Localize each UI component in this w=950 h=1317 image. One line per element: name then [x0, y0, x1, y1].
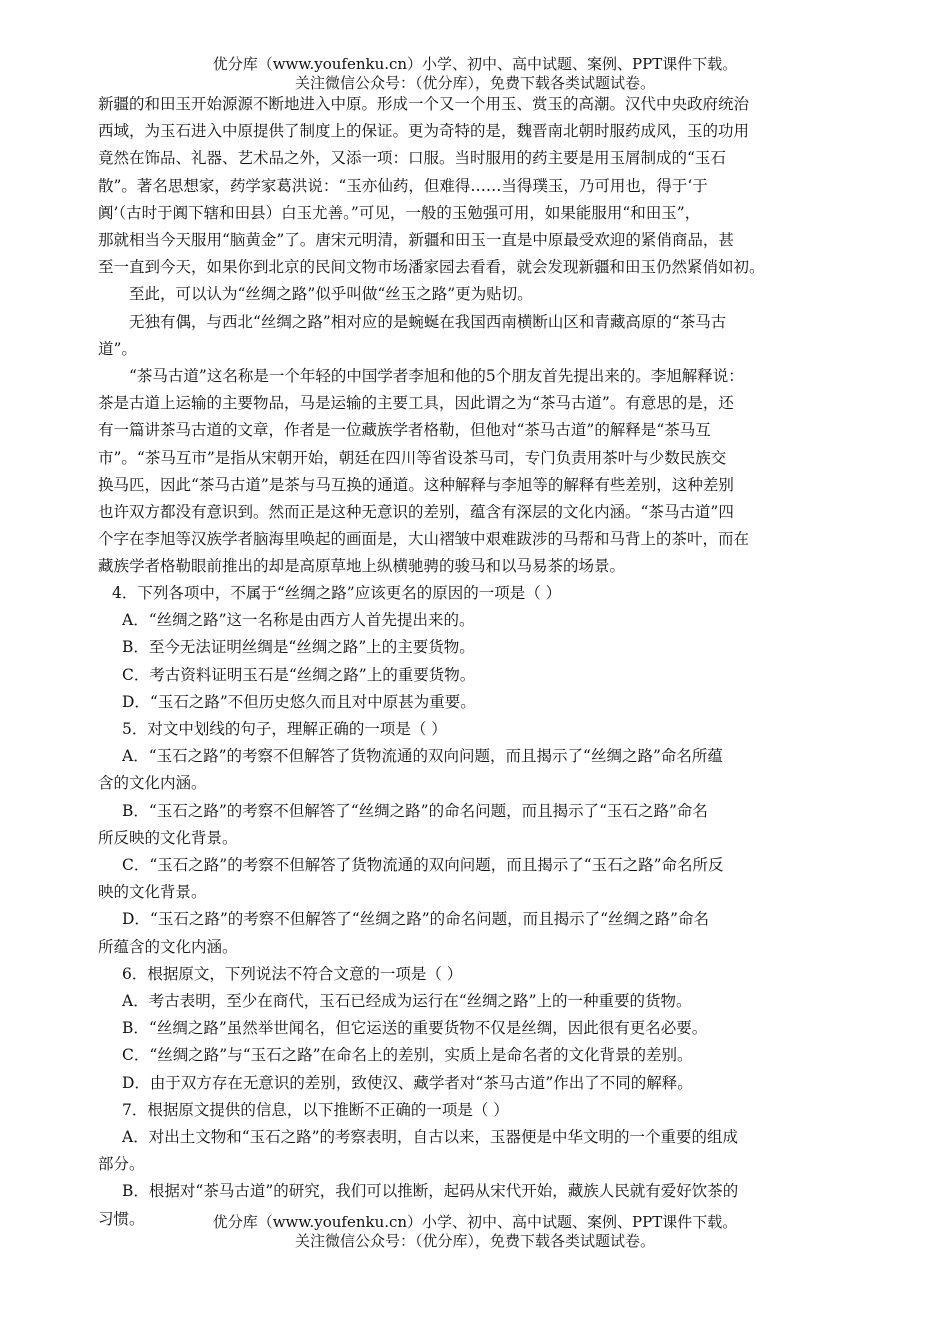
- answer-option: D．由于双方存在无意识的差别，致使汉、藏学者对“茶马古道”作出了不同的解释。: [122, 1073, 693, 1092]
- paragraph-line: 至一直到今天，如果你到北京的民间文物市场潘家园去看看，就会发现新疆和田玉仍然紧俏如初。: [98, 258, 765, 277]
- paragraph-line: 藏族学者格勒眼前推出的却是高原草地上纵横驰骋的骏马和以马易茶的场景。: [98, 557, 626, 576]
- paragraph-line: 茶是古道上运输的主要物品，马是运输的主要工具，因此谓之为“茶马古道”。有意思的是，还: [98, 394, 734, 413]
- answer-option: B．至今无法证明丝绸是“丝绸之路”上的主要货物。: [122, 638, 475, 657]
- question-stem: 5．对文中划线的句子，理解正确的一项是（ ）: [122, 720, 447, 738]
- paragraph-line: 也许双方都没有意识到。然而正是这种无意识的差别，蕴含有深层的文化内涵。“茶马古道”四: [98, 503, 734, 521]
- answer-option: A．“丝绸之路”这一名称是由西方人首先提出来的。: [122, 611, 475, 630]
- answer-option-continued: 含的文化内涵。: [98, 774, 207, 793]
- answer-option: C．“丝绸之路”与“玉石之路”在命名上的差别，实质上是命名者的文化背景的差别。: [122, 1046, 693, 1065]
- footer-line-2: 关注微信公众号：（优分库），免费下载各类试题试卷。: [294, 1232, 655, 1250]
- question-stem: 6．根据原文，下列说法不符合文意的一项是（ ）: [122, 964, 463, 983]
- header-line-1: 优分库（www.youfenku.cn）小学、初中、高中试题、案例、PPT课件下载。: [212, 55, 738, 73]
- question-stem: 7．根据原文提供的信息，以下推断不正确的一项是（ ）: [122, 1100, 509, 1119]
- answer-option: A．“玉石之路”的考察不但解答了货物流通的双向问题，而且揭示了“丝绸之路”命名所蕴: [122, 747, 723, 766]
- paragraph-line: 道”。: [98, 339, 137, 358]
- paragraph-line: 阗’（古时于阗下辖和田县）白玉尤善。”可见，一般的玉勉强可用，如果能服用“和田玉”，: [98, 203, 701, 222]
- paragraph-line: 竟然在饰品、礼器、艺术品之外，又添一项：口服。当时服用的药主要是用玉屑制成的“玉石: [98, 149, 726, 168]
- answer-option: C．“玉石之路”的考察不但解答了货物流通的双向问题，而且揭示了“玉石之路”命名所反: [122, 856, 724, 874]
- answer-option-continued: 所蕴含的文化内涵。: [98, 937, 238, 956]
- question-stem: 4．下列各项中，不属于“丝绸之路”应该更名的原因的一项是（ ）: [112, 584, 562, 602]
- paragraph-line: 散”。著名思想家，药学家葛洪说：“玉亦仙药，但难得……当得璞玉，乃可用也，得于‘于: [98, 176, 708, 195]
- paragraph-line: 个字在李旭等汉族学者脑海里唤起的画面是，大山褶皱中艰难跋涉的马帮和马背上的茶叶，而在: [98, 530, 750, 549]
- answer-option: A．对出土文物和“玉石之路”的考察表明，自古以来，玉器便是中华文明的一个重要的组成: [122, 1128, 739, 1146]
- paragraph-line: “茶马古道”这名称是一个年轻的中国学者李旭和他的5个朋友首先提出来的。李旭解释说：: [129, 367, 744, 385]
- answer-option: D．“玉石之路”的考察不但解答了“丝绸之路”的命名问题，而且揭示了“丝绸之路”命名: [122, 910, 709, 929]
- answer-option: B．“丝绸之路”虽然举世闻名，但它运送的重要货物不仅是丝绸，因此很有更名必要。: [122, 1019, 708, 1038]
- paragraph-line: 无独有偶，与西北“丝绸之路”相对应的是蜿蜒在我国西南横断山区和青藏高原的“茶马古: [129, 312, 727, 331]
- answer-option: C．考古资料证明玉石是“丝绸之路”上的重要货物。: [122, 665, 476, 684]
- paragraph-line: 有一篇讲茶马古道的文章，作者是一位藏族学者格勒，但他对“茶马古道”的解释是“茶马互: [98, 421, 711, 440]
- answer-option: D．“玉石之路”不但历史悠久而且对中原甚为重要。: [122, 692, 476, 711]
- paragraph-line: 那就相当今天服用“脑黄金”了。唐宋元明清，新疆和田玉一直是中原最受欢迎的紧俏商品，甚: [98, 231, 734, 249]
- footer-line-1: 优分库（www.youfenku.cn）小学、初中、高中试题、案例、PPT课件下载。: [212, 1213, 738, 1231]
- paragraph-line: 新疆的和田玉开始源源不断地进入中原。形成一个又一个用玉、赏玉的高潮。汉代中央政府统治: [98, 95, 750, 113]
- page-header: [0, 55, 950, 93]
- paragraph-line: 至此，可以认为“丝绸之路”似乎叫做“丝玉之路”更为贴切。: [129, 285, 533, 304]
- answer-option-continued: 部分。: [98, 1155, 145, 1174]
- paragraph-line: 换马匹，因此“茶马古道”是茶与马互换的通道。这种解释与李旭等的解释有些差别，这种差别: [98, 475, 734, 494]
- answer-option-continued: 所反映的文化背景。: [98, 828, 238, 847]
- answer-option-continued: 习惯。: [98, 1209, 145, 1228]
- paragraph-line: 西域，为玉石进入中原提供了制度上的保证。更为奇特的是，魏晋南北朝时服药成风，玉的功用: [98, 122, 750, 141]
- answer-option: A．考古表明，至少在商代，玉石已经成为运行在“丝绸之路”上的一种重要的货物。: [122, 992, 692, 1010]
- answer-option-continued: 映的文化背景。: [98, 883, 207, 902]
- header-line-2: 关注微信公众号：（优分库），免费下载各类试题试卷。: [294, 74, 655, 92]
- paragraph-line: 市”。“茶马互市”是指从宋朝开始，朝廷在四川等省设茶马司，专门负责用茶叶与少数民族交: [98, 448, 727, 467]
- answer-option: B．“玉石之路”的考察不但解答了“丝绸之路”的命名问题，而且揭示了“玉石之路”命名: [122, 801, 708, 820]
- answer-option: B．根据对“茶马古道”的研究，我们可以推断，起码从宋代开始，藏族人民就有爱好饮茶的: [122, 1182, 739, 1201]
